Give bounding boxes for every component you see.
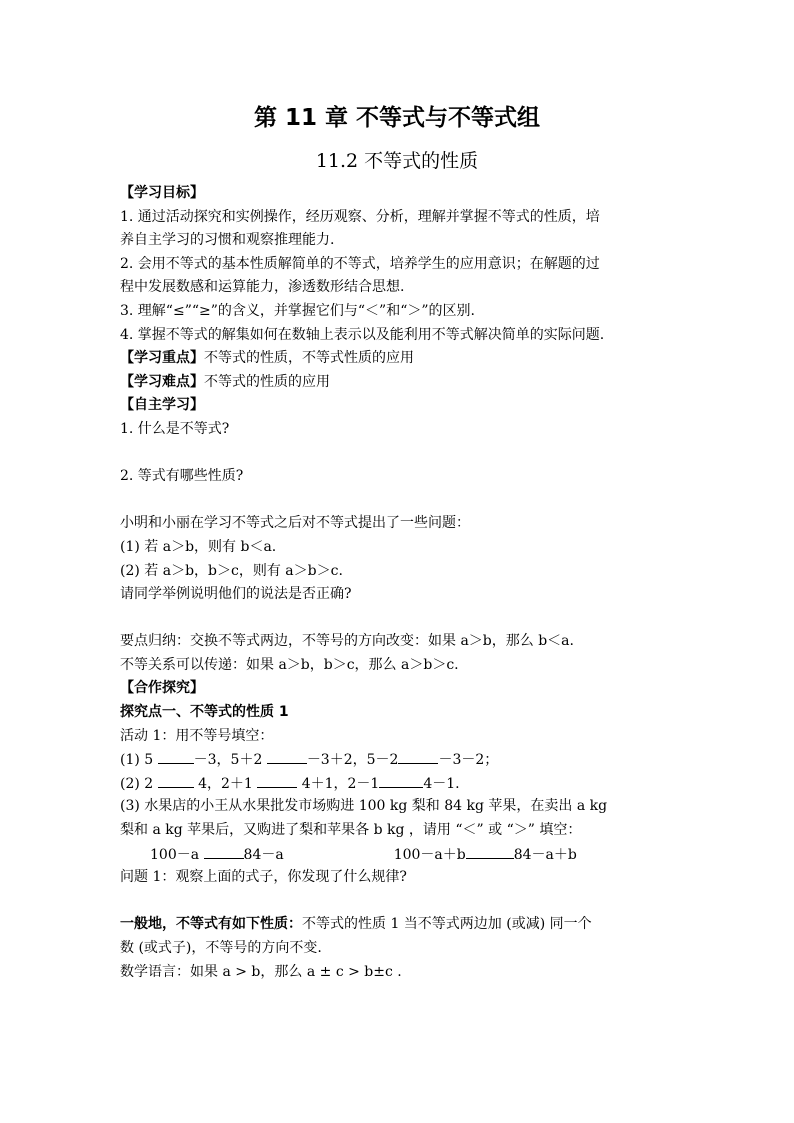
key-points-heading: 【学习重点】 [120,350,204,367]
exercise-row-3b: 梨和 a kg 苹果后，又购进了梨和苹果各 b kg ，请用 “＜” 或 “＞” 填空： [120,822,582,839]
exercise-text: －3＋2，5－2 [306,752,399,769]
fill-blank[interactable] [204,843,244,859]
key-points [120,347,680,371]
expression-right: 84－a [243,846,284,863]
fill-blank[interactable] [398,748,438,764]
question-1: 1. 什么是不等式? [120,420,230,437]
self-study-heading: 【自主学习】 [120,397,204,414]
expression-left: 100－a＋b [393,846,466,863]
answer-space [120,607,680,631]
difficulties-text: 不等式的性质的应用 [204,373,330,390]
exercise-row-2 [120,772,680,796]
objective-line: 养自主学习的习惯和观察推理能力. [120,232,335,249]
document-body [120,182,680,984]
chapter-title: 第 11 章 不等式与不等式组 [253,105,541,131]
answer-space [120,489,680,513]
cooperation-heading: 【合作探究】 [120,680,204,697]
proposition-1: (1) 若 a＞b，则有 b＜a. [120,538,277,555]
objective-line: 4. 掌握不等式的解集如何在数轴上表示以及能利用不等式解决简单的实际问题. [120,326,605,343]
objective-line: 1. 通过活动探究和实例操作，经历观察、分析，理解并掌握不等式的性质，培 [120,208,600,225]
property-statement-cont: 数 (或式子)，不等号的方向不变. [120,940,322,956]
key-points-text: 不等式的性质，不等式性质的应用 [204,350,414,367]
activity-1: 活动 1：用不等号填空： [120,727,274,744]
fill-blank[interactable] [379,772,423,788]
exercise-text: －3－2； [438,752,499,769]
fill-blank[interactable] [466,843,514,859]
explore-point-1: 探究点一、不等式的性质 1 [120,704,289,721]
question-2: 2. 等式有哪些性质? [120,468,244,485]
objective-line: 2. 会用不等式的基本性质解简单的不等式，培养学生的应用意识；在解题的过 [120,255,600,272]
fill-blank[interactable] [158,772,194,788]
expression-left: 100－a [150,846,204,863]
math-language: 数学语言：如果 a > b，那么 a ± c > b±c . [120,963,402,980]
section-title: 11.2 不等式的性质 [315,150,479,172]
summary-line-1: 要点归纳：交换不等式两边，不等号的方向改变：如果 a＞b，那么 b＜a. [120,633,574,650]
question-observe: 问题 1：观察上面的式子，你发现了什么规律? [120,869,407,886]
summary-line-2: 不等关系可以传递：如果 a＞b，b＞c，那么 a＞b＞c. [120,656,459,673]
difficulties-heading: 【学习难点】 [120,373,204,390]
objective-line: 程中发展数感和运算能力，渗透数形结合思想. [120,279,405,296]
difficulties [120,371,680,395]
intro-text: 小明和小丽在学习不等式之后对不等式提出了一些问题： [120,515,470,532]
objectives-heading: 【学习目标】 [120,185,204,201]
expression-right: 84－a＋b [513,846,577,863]
answer-space [120,442,680,466]
exercise-text: (2) 2 [120,775,158,792]
fill-expressions [120,843,680,867]
exercise-text: 4，2＋1 [193,775,258,792]
property-statement [120,913,680,937]
fill-blank[interactable] [267,748,307,764]
proposition-2: (2) 若 a＞b，b＞c，则有 a＞b＞c. [120,562,343,579]
objective-line: 3. 理解“≤”“≥”的含义，并掌握它们与“＜”和“＞”的区别. [120,302,475,319]
exercise-row-3a: (3) 水果店的小王从水果批发市场购进 100 kg 梨和 84 kg 苹果，在卖出 a kg [120,798,608,815]
exercise-row-1 [120,748,680,772]
exercise-text: 4－1. [423,775,460,792]
property-lead: 一般地，不等式有如下性质： [120,916,302,933]
exercise-text: －3，5＋2 [193,752,267,769]
exercise-text: (1) 5 [120,752,158,769]
ask-text: 请同学举例说明他们的说法是否正确? [120,586,352,603]
answer-space [120,890,680,914]
exercise-text: 4＋1，2－1 [297,775,380,792]
fill-blank[interactable] [158,748,194,764]
fill-blank[interactable] [257,772,297,788]
property-text: 不等式的性质 1 当不等式两边加 (或减) 同一个 [302,916,592,933]
